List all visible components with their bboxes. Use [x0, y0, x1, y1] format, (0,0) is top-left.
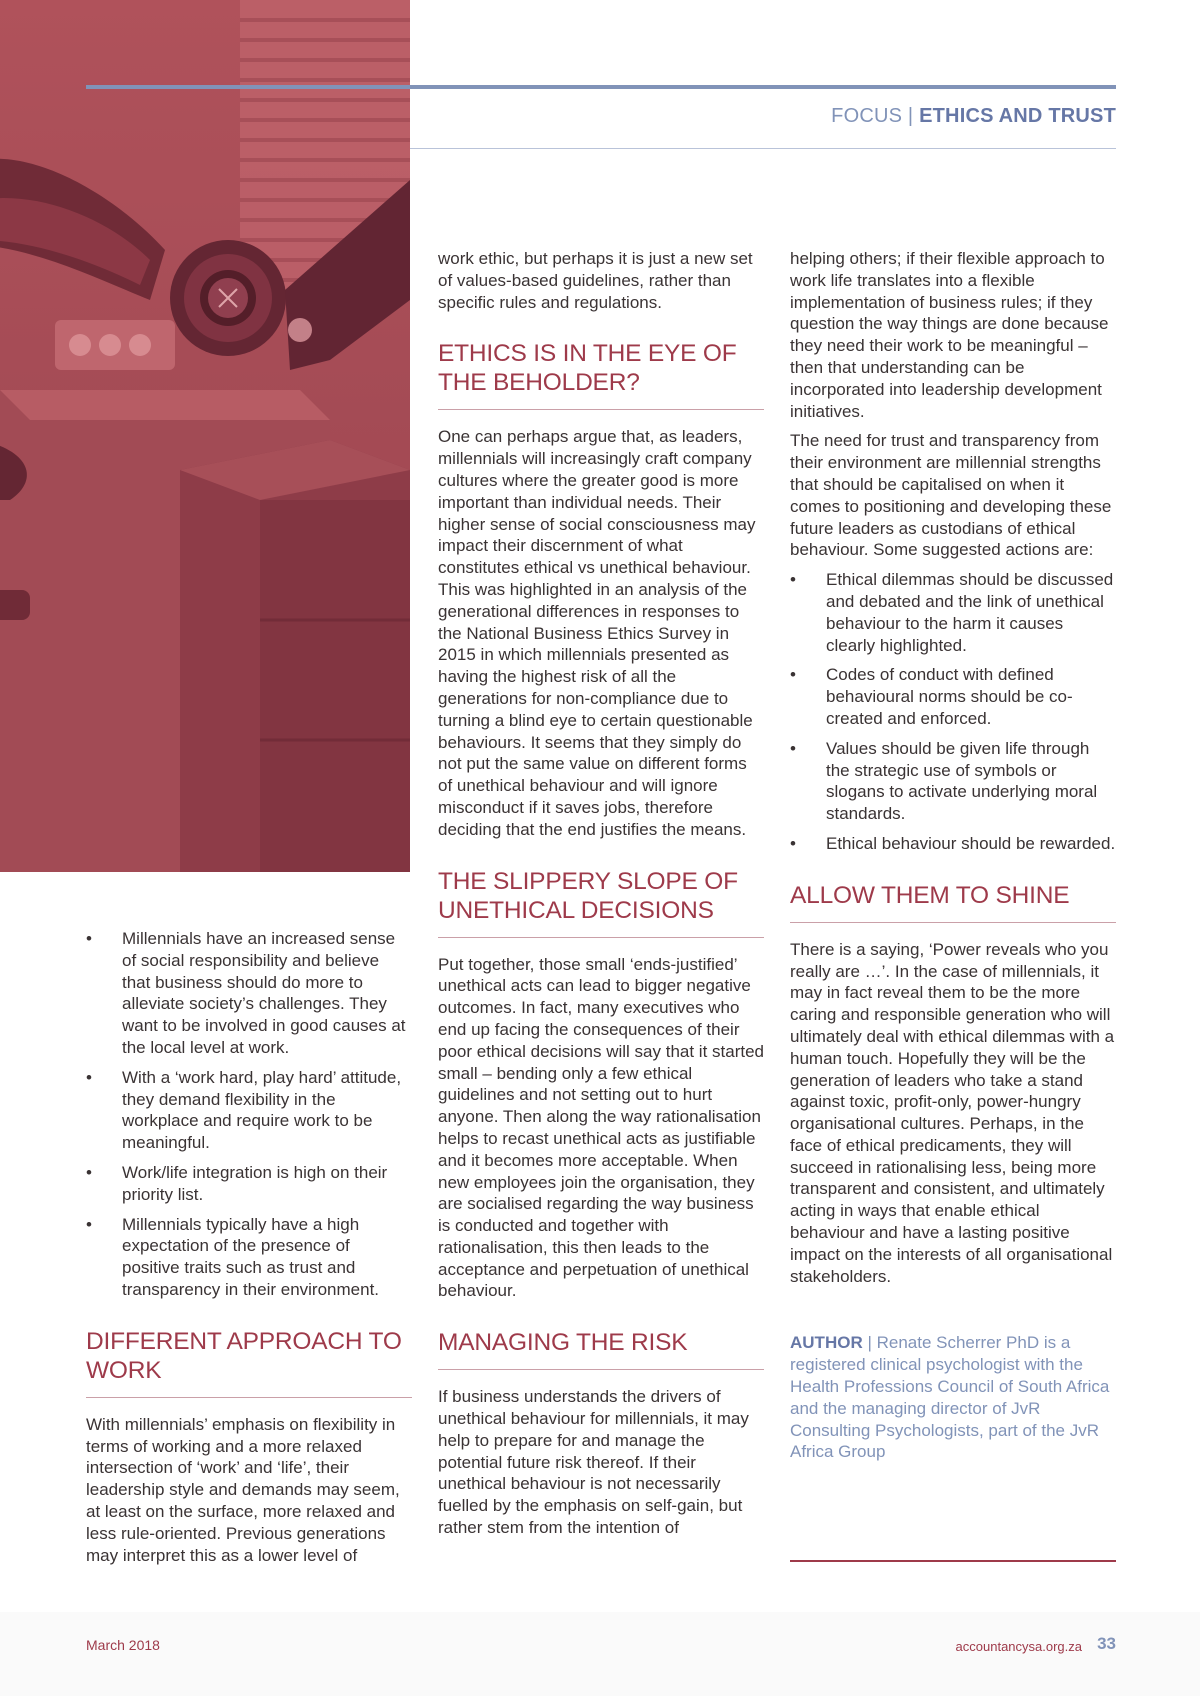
heading-eye-of-beholder: ETHICS IS IN THE EYE OF THE BEHOLDER? [438, 339, 764, 410]
list-item: • Codes of conduct with defined behavioural norms should be co-created and enforced. [790, 664, 1116, 729]
paragraph: One can perhaps argue that, as leaders, millennials will increasingly craft company cultures where the greater good is more important than individual needs. Their higher sense of social consciousness may impact their discernment of what constitutes ethical vs unethical behaviour. This was highlighted in an analysis of the generational differences in responses to the National Business Ethics Survey in 2015 in which millennials presented as having the highest risk of all the generations for non-compliance due to turning a blind eye to certain questionable behaviours. It seems that they simply do not put the same value on different forms of unethical behaviour and will ignore misconduct if it saves jobs, therefore deciding that the end justifies the means. [438, 427, 756, 839]
heading-managing-risk: MANAGING THE RISK [438, 1328, 764, 1370]
microscope-illustration [0, 0, 410, 872]
header-section: FOCUS [831, 105, 903, 127]
paragraph: Put together, those small ‘ends-justified’ unethical acts can lead to bigger negative outcomes. In fact, many executives who end up facing the consequences of their poor ethical decisions will say that it started small – bending only a few ethical guidelines and not setting out to hurt anyone. Then along the way rationalisation helps to recast unethical acts as justifiable and it becomes more acceptable. When new employees join the organisation, they are socialised regarding the way business is conducted and together with rationalisation, this then leads to the acceptance and perpetuation of unethical behaviour. [438, 954, 764, 1301]
right-column [790, 248, 1116, 1463]
section-header [831, 105, 1116, 128]
header-separator: | [907, 105, 914, 127]
heading-different-approach: DIFFERENT APPROACH TO WORK [86, 1327, 412, 1398]
footer-site-link[interactable]: accountancysa.org.za [955, 1639, 1082, 1654]
author-bio: Renate Scherrer PhD is a registered clinical psychologist with the Health Professions Council of South Africa and the managing director of JvR Consulting Psychologists, part of the JvR Africa Group [790, 1333, 1110, 1462]
list-item: • With a ‘work hard, play hard’ attitude, they demand flexibility in the workplace and require work to be meaningful. [86, 1067, 412, 1154]
middle-column [438, 248, 764, 1547]
paragraph: work ethic, but perhaps it is just a new set of values-based guidelines, rather than specific rules and regulations. [438, 249, 753, 312]
list-item: • Millennials typically have a high expectation of the presence of positive traits such as trust and transparency in their environment. [86, 1214, 412, 1301]
list-item: • Ethical behaviour should be rewarded. [790, 833, 1116, 855]
heading-slippery-slope: THE SLIPPERY SLOPE OF UNETHICAL DECISIONS [438, 867, 764, 938]
footer-date: March 2018 [86, 1637, 160, 1653]
list-item: • Millennials have an increased sense of social responsibility and believe that business should do more to alleviate society’s challenges. They want to be involved in good causes at the local level at work. [86, 928, 412, 1059]
right-bullet-list [790, 569, 1116, 855]
list-item: • Ethical dilemmas should be discussed and debated and the link of unethical behaviour to the harm it causes clearly highlighted. [790, 569, 1116, 656]
paragraph: If business understands the drivers of unethical behaviour for millennials, it may help to prepare for and manage the potential future risk thereof. If their unethical behaviour is not necessarily fuelled by the emphasis on self-gain, but rather stem from the intention of [438, 1387, 749, 1538]
page-number: 33 [1097, 1634, 1116, 1653]
list-item: • Work/life integration is high on their priority list. [86, 1162, 412, 1206]
header-topic: ETHICS AND TRUST [919, 105, 1116, 127]
left-column [86, 928, 412, 1574]
paragraph: There is a saying, ‘Power reveals who you really are …’. In the case of millennials, it may in fact reveal them to be the more caring and responsible generation who will ultimately deal with ethical dilemmas with a human touch. Hopefully they will be the generation of leaders who take a stand against toxic, profit-only, power-hungry organisational cultures. Perhaps, in the face of ethical predicaments, they will succeed in rationalising less, being more transparent and consistent, and ultimately acting in ways that enable ethical behaviour and have a lasting positive impact on the interests of all organisational stakeholders. [790, 939, 1115, 1286]
author-separator: | [862, 1333, 877, 1353]
top-rule [86, 85, 1116, 89]
page-footer [0, 1612, 1200, 1696]
author-note [790, 1332, 1116, 1463]
list-item: • Values should be given life through the strategic use of symbols or slogans to activate underlying moral standards. [790, 738, 1116, 825]
heading-allow-them-to-shine: ALLOW THEM TO SHINE [790, 881, 1116, 923]
paragraph: With millennials’ emphasis on flexibility in terms of working and a more relaxed intersection of ‘work’ and ‘life’, their leadership style and demands may seem, at least on the surface, more relaxed and less rule-oriented. Previous generations may interpret this as a lower level of [86, 1414, 400, 1565]
paragraph: The need for trust and transparency from their environment are millennial strengths that should be capitalised on when it comes to positioning and developing these future leaders as custodians of ethical behaviour. Some suggested actions are: [790, 431, 1112, 560]
author-label: AUTHOR [790, 1333, 863, 1353]
header-rule [410, 148, 1116, 149]
paragraph: helping others; if their flexible approach to work life translates into a flexible implementation of business rules; if they question the way things are done because they need their work to be meaningful – then that understanding can be incorporated into leadership development initiatives. [790, 249, 1109, 421]
author-rule [790, 1560, 1116, 1562]
left-bullet-list [86, 928, 412, 1301]
